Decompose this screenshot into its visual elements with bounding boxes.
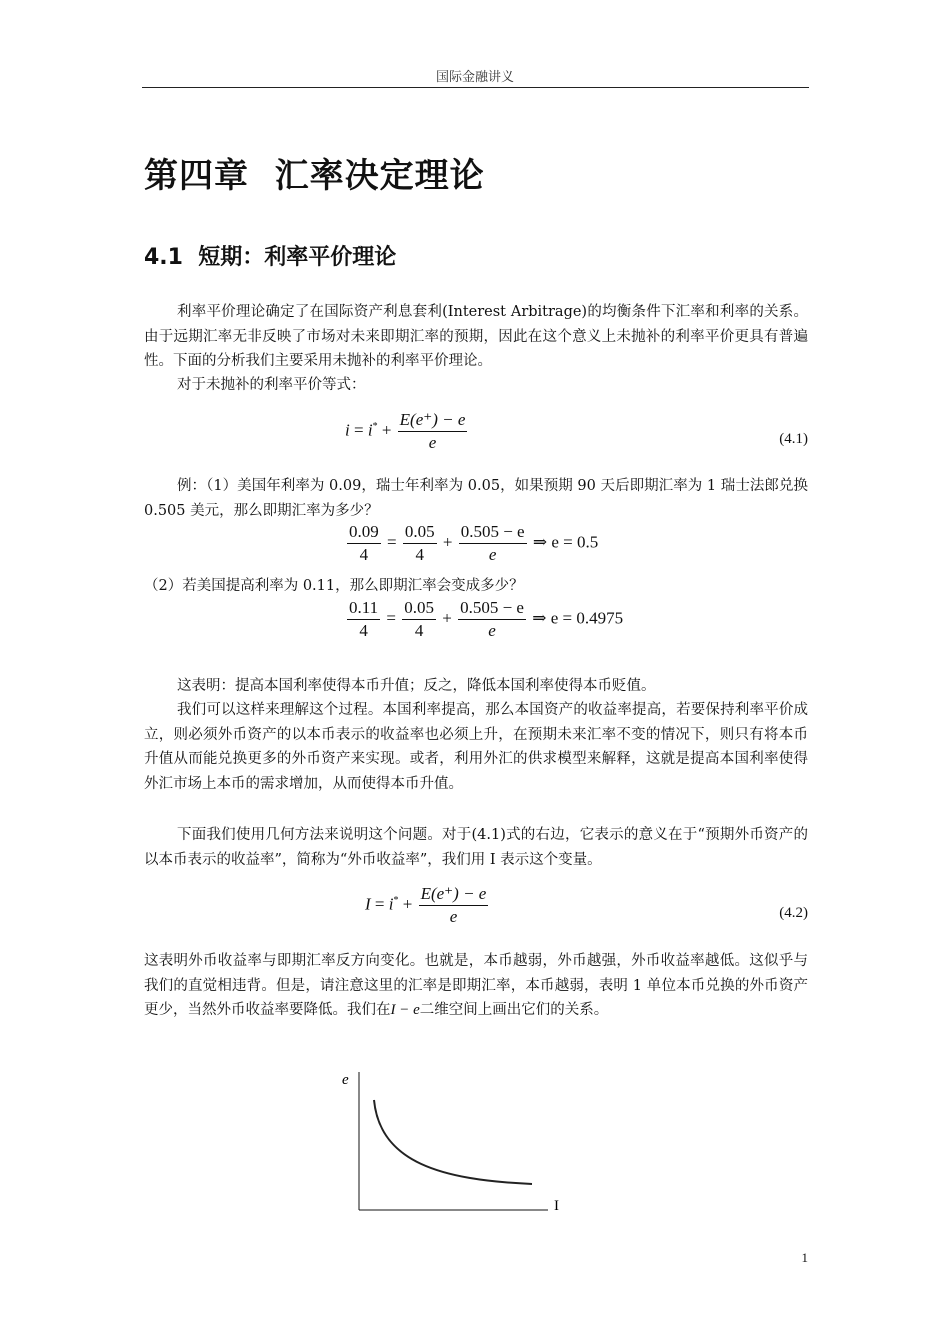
paragraph-intro: 利率平价理论确定了在国际资产利息套利(Interest Arbitrage)的均衡条件下汇率和利率的关系。由于远期汇率无非反映了市场对未来即期汇率的预期，因此在这个意义上未抛补的利率平价更具有普遍性。下面的分析我们主要采用未抛补的利率平价理论。 xyxy=(144,304,808,369)
paragraph-geometric: 下面我们使用几何方法来说明这个问题。对于(4.1)式的右边，它表示的意义在于“预期外币资产的以本币表示的收益率”，简称为“外币收益率”，我们用 I 表示这个变量。 xyxy=(144,827,808,868)
equation-4-1: i = i* + $\frac{E(e^+) - e}{e}$ xyxy=(345,410,466,452)
equation-number-4-2: (4.2) xyxy=(779,905,808,921)
y-axis-label: e xyxy=(342,1072,349,1088)
paragraph-conclusion: 这表明：提高本国利率使得本币升值；反之，降低本国利率使得本币贬值。 xyxy=(177,678,656,694)
example-2-text: （2）若美国提高利率为 0.11，那么即期汇率会变成多少？ xyxy=(144,578,524,594)
page-number: 1 xyxy=(801,1250,808,1265)
return-curve xyxy=(374,1100,532,1184)
running-header: 国际金融讲义 xyxy=(435,70,514,85)
example-2-equation: $\frac{0.11}{4}$ = $\frac{0.05}{4}$ + $\frac{0.505 - e}{e}$ ⇒ e = 0.4975 xyxy=(349,598,624,640)
header-rule xyxy=(142,87,809,88)
equation-number-4-1: (4.1) xyxy=(779,431,808,447)
i-e-curve-figure xyxy=(330,1062,590,1222)
example-1-equation: $\frac{0.09}{4}$ = $\frac{0.05}{4}$ + $\frac{0.505 - e}{e}$ ⇒ e = 0.5 xyxy=(349,522,599,564)
paragraph-inverse-relation: 这表明外币收益率与即期汇率反方向变化。也就是，本币越弱，外币越强，外币收益率越低。这似乎与我们的直觉相违背。但是，请注意这里的汇率是即期汇率，本币越弱，表明 1 单位本币兑换的外币资产更少，当然外币收益率要降低。我们在I − e二维空间上画出它们的关系。 xyxy=(144,953,808,1018)
chapter-title: 第四章 汇率决定理论 xyxy=(144,156,485,196)
section-title: 4.1 短期：利率平价理论 xyxy=(144,245,397,270)
paragraph-uip-lead: 对于未抛补的利率平价等式： xyxy=(177,377,366,393)
equation-4-2: I = i* + $\frac{E(e^+) - e}{e}$ xyxy=(365,884,487,926)
example-1-text: 例：（1）美国年利率为 0.09，瑞士年利率为 0.05，如果预期 90 天后即期汇率为 1 瑞士法郎兑换 0.505 美元，那么即期汇率为多少？ xyxy=(144,478,808,519)
paragraph-explanation: 我们可以这样来理解这个过程。本国利率提高，那么本国资产的收益率提高，若要保持利率平价成立，则必须外币资产的以本币表示的收益率也必须上升，在预期未来汇率不变的情况下，则只有将本币升值从而能兑换更多的外币资产来实现。或者，利用外汇的供求模型来解释，这就是提高本国利率使得外汇市场上本币的需求增加，从而使得本币升值。 xyxy=(144,702,808,792)
x-axis-label: I xyxy=(554,1198,559,1214)
